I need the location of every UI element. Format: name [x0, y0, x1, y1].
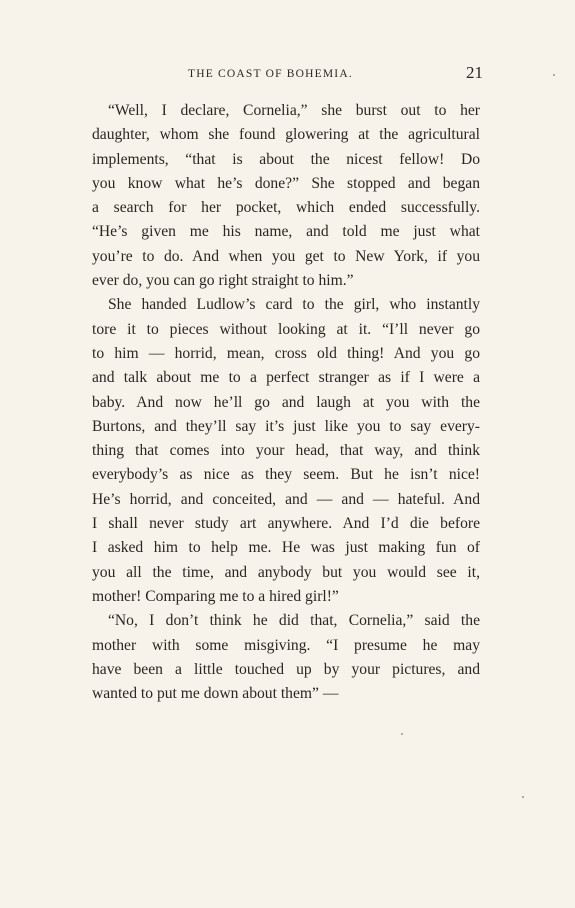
paper-speck: [522, 796, 524, 798]
text-line: She handed Ludlow’s card to the girl, who instantly: [108, 296, 480, 314]
text-line: I shall never study art anywhere. And I’d die before: [92, 515, 480, 533]
text-line: “Well, I declare, Cornelia,” she burst out to her: [108, 102, 480, 119]
text-line: ever do, you can go right straight to him.”: [92, 272, 354, 290]
text-line: you all the time, and anybody but you would see it,: [92, 563, 480, 581]
text-line: implements, “that is about the nicest fellow! Do: [92, 150, 480, 168]
text-line: mother! Comparing me to a hired girl!”: [92, 587, 339, 605]
text-line: “No, I don’t think he did that, Cornelia,” said the: [108, 612, 480, 630]
text-line: to him — horrid, mean, cross old thing! And you go: [92, 344, 480, 362]
text-line: everybody’s as nice as they seem. But he isn’t nice!: [92, 466, 480, 484]
text-line: mother with some misgiving. “I presume he may: [92, 636, 480, 654]
text-line: wanted to put me down about them” —: [92, 685, 339, 703]
page-number: 21: [466, 63, 483, 82]
text-line: a search for her pocket, which ended successfully.: [92, 199, 480, 217]
text-line: Burtons, and they’ll say it’s just like you to say every-: [92, 417, 480, 435]
text-line: you know what he’s done?” She stopped and began: [92, 174, 480, 192]
running-title: THE COAST OF BOHEMIA.: [188, 68, 353, 80]
text-line: and talk about me to a perfect stranger as if I were a: [92, 369, 480, 387]
paper-speck: [553, 74, 555, 76]
text-line: thing that comes into your head, that way, and think: [92, 442, 480, 460]
text-line: daughter, whom she found glowering at the agricultural: [92, 126, 480, 144]
text-line: He’s horrid, and conceited, and — and — hateful. And: [92, 490, 480, 508]
running-head: [91, 63, 483, 83]
text-line: I asked him to help me. He was just making fun of: [92, 539, 480, 557]
text-line: have been a little touched up by your pictures, and: [92, 660, 480, 678]
paper-speck: [401, 733, 403, 735]
body-text: [92, 99, 480, 706]
text-line: you’re to do. And when you get to New York, if you: [92, 247, 480, 265]
text-line: baby. And now he’ll go and laugh at you with the: [92, 393, 480, 411]
text-line: “He’s given me his name, and told me just what: [92, 223, 480, 241]
text-line: tore it to pieces without looking at it. “I’ll never go: [92, 320, 480, 338]
